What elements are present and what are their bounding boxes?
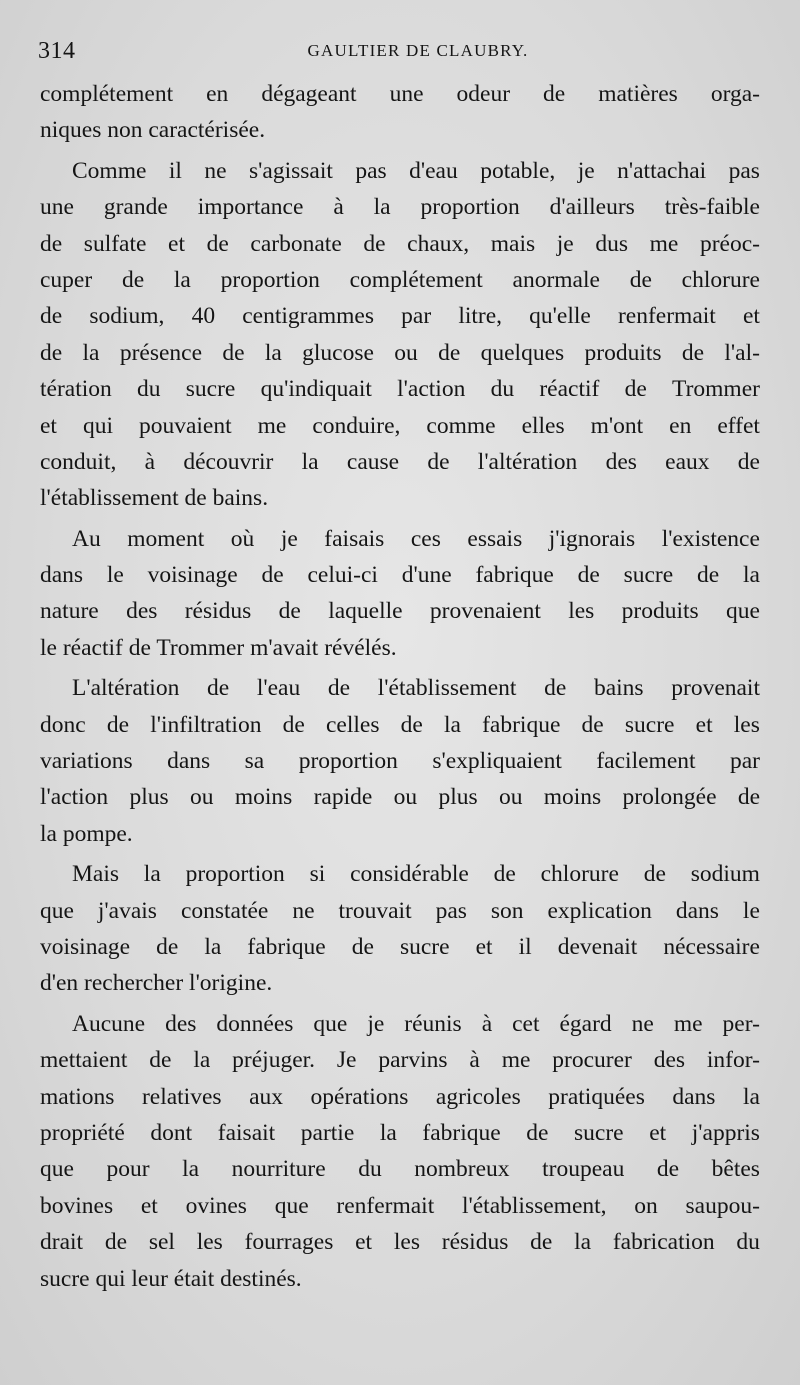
text-line: de la présence de la glucose ou de quelques produits de l'al- (40, 339, 760, 366)
text-line: l'action plus ou moins rapide ou plus ou moins prolongée de (40, 784, 760, 811)
page-header (38, 38, 758, 68)
text-line: le réactif de Trommer m'avait révélés. (40, 634, 397, 661)
text-line: d'en rechercher l'origine. (40, 970, 273, 997)
text-line: et qui pouvaient me conduire, comme elles m'ont en effet (40, 412, 760, 439)
text-line: Aucune des données que je réunis à cet égard ne me per- (72, 1010, 760, 1037)
text-line: nature des résidus de laquelle provenaient les produits que (40, 598, 760, 625)
text-line: complétement en dégageant une odeur de matières orga- (40, 81, 760, 107)
text-line: dans le voisinage de celui-ci d'une fabrique de sucre de la (40, 562, 760, 589)
paragraph (40, 521, 760, 667)
paragraph (40, 1006, 760, 1297)
body-text (40, 76, 760, 1297)
text-line: cuper de la proportion complétement anormale de chlorure (40, 266, 760, 293)
paragraph (40, 670, 760, 852)
paragraph (40, 76, 760, 149)
text-line: la pompe. (40, 820, 133, 847)
text-line: Comme il ne s'agissait pas d'eau potable, je n'attachai pas (72, 157, 760, 184)
text-line: variations dans sa proportion s'expliquaient facilement par (40, 748, 760, 775)
text-line: Mais la proportion si considérable de chlorure de sodium (72, 861, 760, 888)
text-line: l'établissement de bains. (40, 485, 269, 512)
text-line: Au moment où je faisais ces essais j'ignorais l'existence (72, 525, 760, 552)
text-line: une grande importance à la proportion d'ailleurs très-faible (40, 194, 760, 221)
text-line: conduit, à découvrir la cause de l'altération des eaux de (40, 448, 760, 475)
text-line: donc de l'infiltration de celles de la fabrique de sucre et les (40, 711, 760, 738)
text-line: voisinage de la fabrique de sucre et il devenait nécessaire (40, 933, 760, 960)
text-line: bovines et ovines que renfermait l'établissement, on saupou- (40, 1192, 760, 1219)
text-line: que j'avais constatée ne trouvait pas son explication dans le (40, 897, 760, 924)
page-number: 314 (38, 38, 76, 64)
text-line: mations relatives aux opérations agricoles pratiquées dans la (40, 1083, 760, 1110)
text-line: niques non caractérisée. (40, 117, 266, 144)
text-line: que pour la nourriture du nombreux troupeau de bêtes (40, 1156, 760, 1183)
running-head: GAULTIER DE CLAUBRY. (307, 41, 529, 60)
text-line: drait de sel les fourrages et les résidus de la fabrication du (40, 1229, 760, 1256)
text-line: de sodium, 40 centigrammes par litre, qu'elle renfermait et (40, 303, 760, 330)
text-line: L'altération de l'eau de l'établissement de bains provenait (72, 675, 760, 702)
text-line: propriété dont faisait partie la fabrique de sucre et j'appris (40, 1119, 760, 1146)
paragraph (40, 856, 760, 1002)
paragraph (40, 153, 760, 517)
text-line: sucre qui leur était destinés. (40, 1265, 302, 1292)
text-line: de sulfate et de carbonate de chaux, mais je dus me préoc- (40, 230, 760, 257)
text-line: mettaient de la préjuger. Je parvins à me procurer des infor- (40, 1047, 760, 1074)
text-line: tération du sucre qu'indiquait l'action du réactif de Trommer (40, 376, 760, 403)
